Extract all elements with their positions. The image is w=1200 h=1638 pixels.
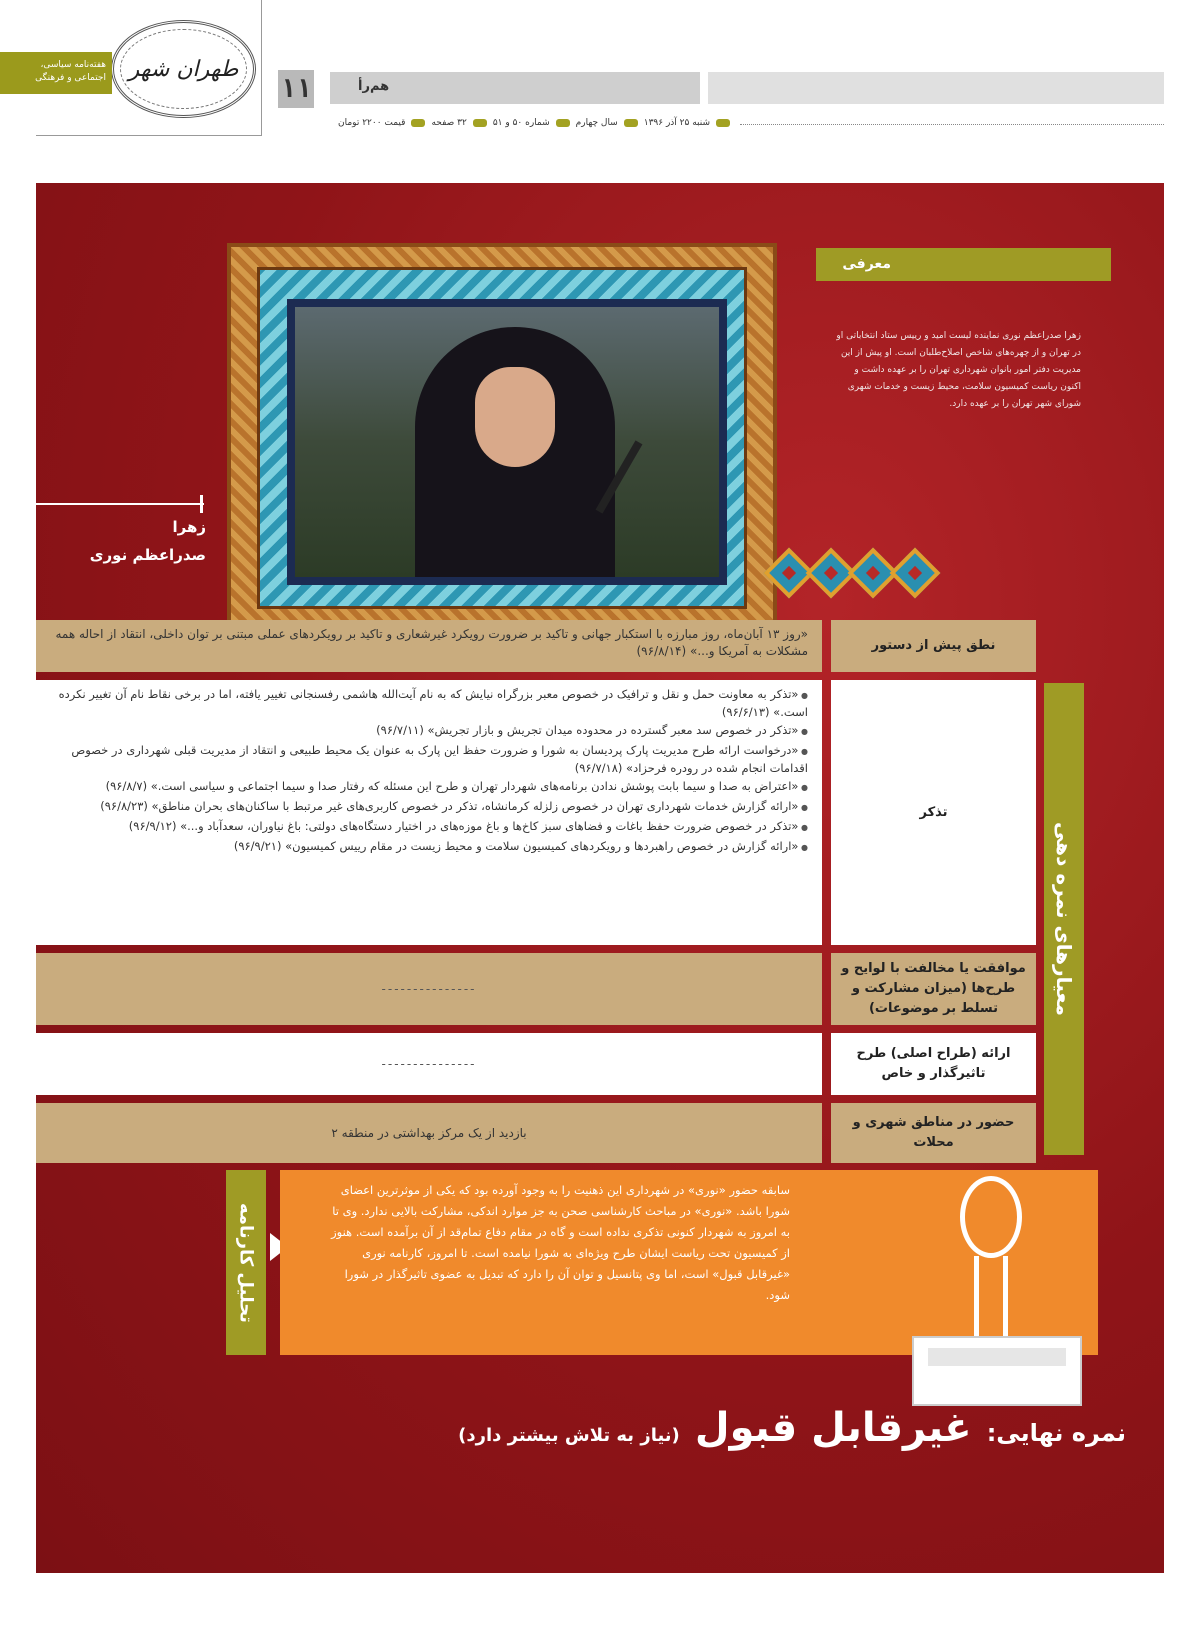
dotted-rule	[740, 124, 1164, 125]
stamp-base	[912, 1336, 1082, 1406]
issue-price: قیمت ۲۲۰۰ تومان	[338, 118, 406, 128]
row-label-bills: موافقت یا مخالفت با لوایح و طرح‌ها (میزان مشارکت و تسلط بر موضوعات)	[831, 953, 1036, 1025]
row-label-tadhakor: تذکر	[831, 680, 1036, 945]
bullet-icon	[556, 119, 570, 127]
row-content-presence: بازدید از یک مرکز بهداشتی در منطقه ۲	[36, 1103, 822, 1163]
portrait-photo	[287, 299, 727, 585]
stamp-neck	[974, 1256, 1008, 1346]
row-label-presence: حضور در مناطق شهری و محلات	[831, 1103, 1036, 1163]
header-bar-decor	[708, 72, 1164, 104]
row-label-speech: نطق پیش از دستور	[831, 620, 1036, 672]
intro-header	[816, 248, 1111, 281]
bullet-icon	[624, 119, 638, 127]
row-content-proposal	[36, 1033, 822, 1095]
list-item: ● «تذکر به معاونت حمل و نقل و ترافیک در خصوص معبر بزرگراه نیایش که به نام آیت‌الله هاشمی رفسنجانی تغییر یافته، اما در برخی نقاط نام آن تغییر نکرده است.» (۹۶/۶/۱۳)	[50, 686, 808, 720]
portrait-frame	[227, 243, 777, 633]
diamond-ornaments	[771, 555, 933, 591]
stamp-knob	[960, 1176, 1022, 1258]
list-item: ● «تذکر در خصوص ضرورت حفظ باغات و فضاهای سبز کاخ‌ها و باغ موزه‌های در اختیار دستگاه‌های دولتی: باغ نیاوران، سعدآباد و...» (۹۶/۹/۱۲)	[50, 818, 808, 836]
row-label-proposal: ارائه (طراح اصلی) طرح تاثیرگذار و خاص	[831, 1033, 1036, 1095]
bullet-icon	[411, 119, 425, 127]
final-score-note: (نیاز به تلاش بیشتر دارد)	[458, 1425, 680, 1446]
final-score-value: غیرقابل قبول	[694, 1405, 972, 1451]
masthead-ornament	[111, 20, 256, 118]
section-bar	[330, 72, 700, 104]
section-title: هم‌رأ	[358, 79, 390, 94]
tagline-badge	[0, 52, 112, 94]
empty-placeholder: ---------------	[381, 1056, 477, 1071]
issue-number: شماره ۵۰ و ۵۱	[492, 118, 550, 128]
final-score-label: نمره نهایی:	[986, 1419, 1126, 1447]
issue-info-line	[330, 118, 730, 128]
logo-title: طهران شهر	[128, 56, 239, 82]
list-item: ● «اعتراض به صدا و سیما بابت پوشش ندادن برنامه‌های شهردار تهران و طرح این مسئله که رفتار صدا و سیما اجتماعی و سیاسی است.» (۹۶/۸/۷)	[50, 778, 808, 796]
name-rule-tick	[200, 495, 203, 513]
analysis-side-label	[226, 1170, 266, 1355]
name-rule	[36, 503, 204, 505]
list-item: ● «تذکر در خصوص سد معبر گسترده در محدوده میدان تجریش و بازار تجریش» (۹۶/۷/۱۱)	[50, 722, 808, 740]
analysis-title: تحلیل کارنامه	[235, 1202, 257, 1323]
issue-year: سال چهارم	[575, 118, 618, 128]
intro-header-label: معرفی	[842, 256, 891, 272]
tadhakor-list	[50, 686, 808, 856]
row-content-tadhakor	[36, 680, 822, 945]
tagline-line1: هفته‌نامه سیاسی،	[40, 60, 106, 70]
list-item: ● «درخواست ارائه طرح مدیریت پارک پردیسان به شورا و ضرورت حفظ این پارک به عنوان یک محیط طبیعی و انتقاد از مدیریت قبلی شهرداری در خصوص اقدامات انجام شده در رودره فرحزاد» (۹۶/۷/۱۸)	[50, 742, 808, 776]
list-item: ● «ارائه گزارش در خصوص راهبردها و رویکردهای کمیسیون سلامت و محیط زیست در مقام رییس کمیسیون» (۹۶/۹/۲۱)	[50, 838, 808, 856]
intro-text: زهرا صدراعظم نوری نماینده لیست امید و رییس ستاد انتخاباتی او در تهران و از چهره‌های شاخص اصلاح‌طلبان است. او پیش از این مدیریت دفتر امور بانوان شهرداری تهران را بر عهده داشت و اکنون ریاست کمیسیون سلامت، محیط زیست و خدمات شهری شورای شهر تهران را بر عهده دارد.	[836, 331, 1081, 409]
stamp-icon	[912, 1176, 1082, 1406]
diamond-ornament-icon	[890, 548, 941, 599]
bullet-icon	[473, 119, 487, 127]
member-last-name: صدراعظم نوری	[89, 546, 206, 564]
issue-date: شنبه ۲۵ آذر ۱۳۹۶	[643, 118, 710, 128]
final-score	[76, 1405, 1126, 1451]
report-card-panel	[36, 183, 1164, 1573]
criteria-side-label	[1044, 683, 1084, 1155]
list-item: ● «ارائه گزارش خدمات شهرداری تهران در خصوص زلزله کرمانشاه، تذکر در خصوص کاربری‌های غیر مرتبط با ساکنان‌های بحران مناطق» (۹۶/۸/۲۳)	[50, 798, 808, 816]
analysis-text: سابقه حضور «نوری» در شهرداری این ذهنیت را به وجود آورده بود که یکی از موثرترین اعضای شورا باشد. «نوری» در مباحث کارشناسی صحن به جز موارد اندکی، مشارکت بالایی ندارد. وی تا به امروز به شهردار کنونی تذکری نداده است و گاه در مقام دفاع تمام‌قد از آن برآمده است. هنوز از کمیسیون تحت ریاست ایشان طرح ویژه‌ای به شورا نیامده است. تا امروز، کارنامه نوری «غیرقابل قبول» است، اما وی پتانسیل و توان آن را دارد که تبدیل به عضوی تاثیرگذار در شورا شود.	[331, 1183, 790, 1302]
issue-pages: ۳۲ صفحه	[431, 118, 467, 128]
member-first-name: زهرا	[172, 518, 206, 536]
criteria-title: معیارهای نمره دهی	[1052, 821, 1076, 1017]
row-content-bills	[36, 953, 822, 1025]
portrait-face	[475, 367, 555, 467]
row-content-speech: «روز ۱۳ آبان‌ماه، روز مبارزه با استکبار جهانی و تاکید بر ضرورت رویکرد غیرشعاری و تاکید بر رویکردهای عملی مبتنی بر توان داخلی، انتقاد از احاله همه مشکلات به آمریکا و...» (۹۶/۸/۱۴)	[36, 620, 822, 672]
tagline-line2: اجتماعی و فرهنگی	[35, 73, 106, 83]
page-number: ۱۱	[278, 70, 314, 108]
bullet-icon	[716, 119, 730, 127]
analysis-box	[280, 1170, 1098, 1355]
empty-placeholder: ---------------	[381, 981, 477, 996]
